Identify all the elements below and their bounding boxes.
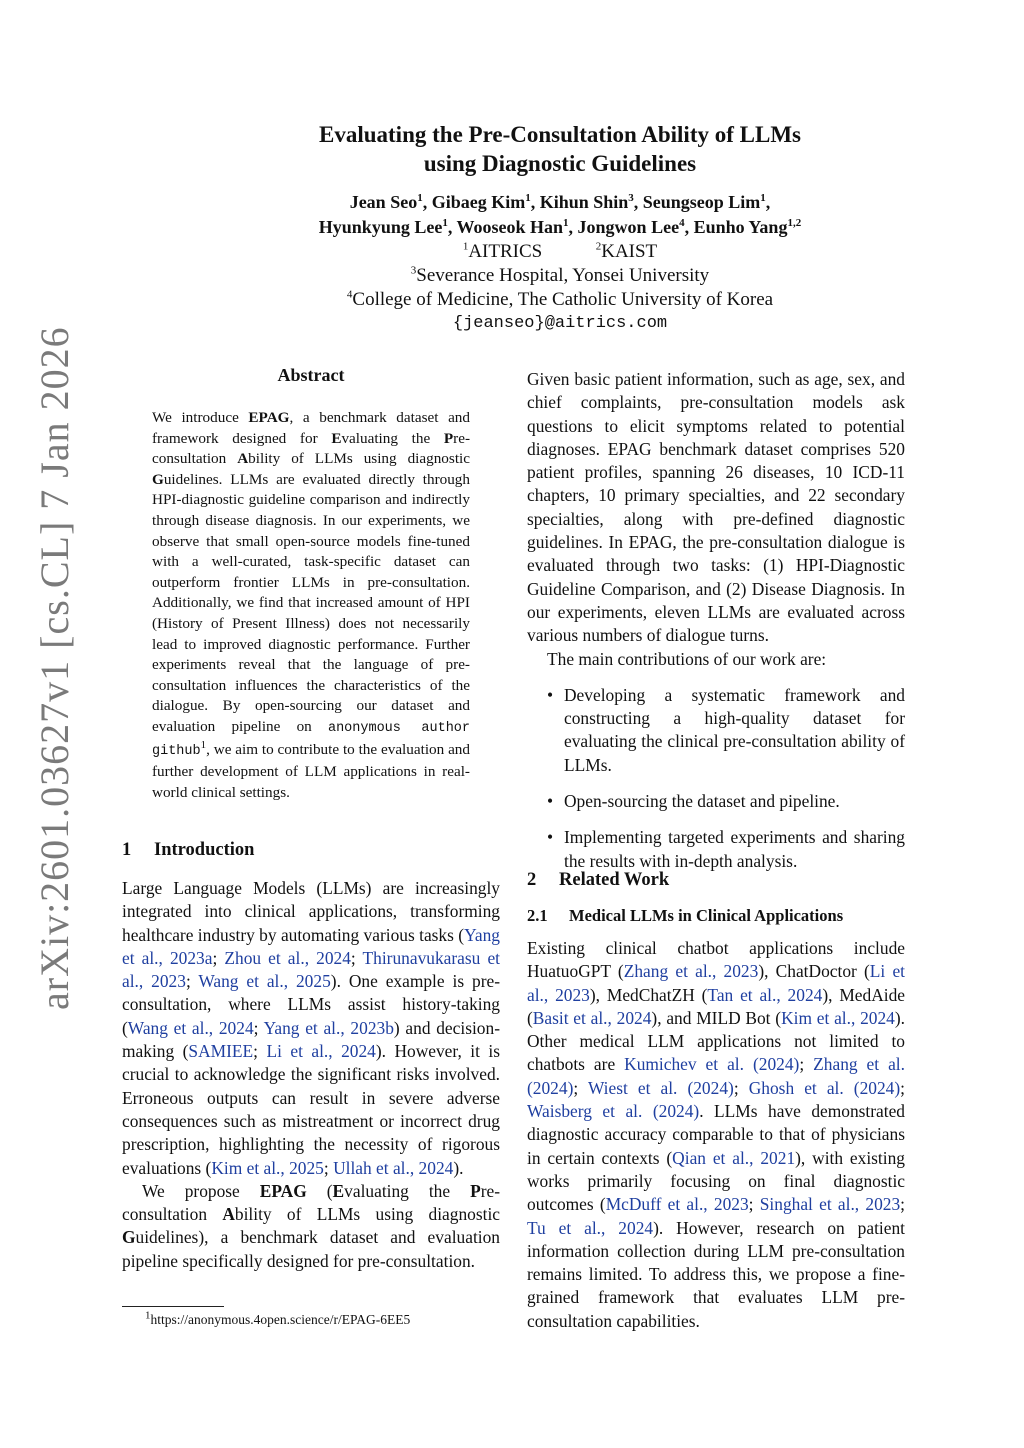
- citation[interactable]: McDuff et al., 2023: [605, 1194, 749, 1215]
- citation[interactable]: Yang et al., 2023a: [122, 924, 500, 968]
- paragraph: Given basic patient information, such as age, sex, and chief complaints, pre-consultation models ask questions to elicit symptoms related to potential diagnoses. EPAG benchmark dataset comprises 520 patient profiles, spanning 26 diseases, 10 ICD-11 chapters, 10 primary specialties, and 22 secondary specialties, along with pre-defined diagnostic guidelines. In EPAG, the pre-consultation dialogue is evaluated through two tasks: (1) HPI-Diagnostic Guideline Comparison, and (2) Disease Diagnosis. In our experiments, eleven LLMs are evaluated across various numbers of dialogue turns.: [527, 369, 905, 646]
- title-line-2: using Diagnostic Guidelines: [423, 151, 697, 176]
- paper-title: [180, 120, 940, 178]
- affiliation-aitrics: AITRICS: [468, 241, 543, 262]
- citation[interactable]: Ullah et al., 2024: [333, 1157, 454, 1178]
- affiliation-catholic: College of Medicine, The Catholic University of Korea: [352, 289, 774, 310]
- abstract-heading: Abstract: [277, 365, 345, 385]
- introduction-body: [122, 877, 500, 1273]
- contributions-list: [527, 684, 905, 873]
- author: Jongwon Lee: [577, 217, 680, 237]
- author: Wooseok Han: [456, 217, 564, 237]
- github-link[interactable]: anonymous author github: [152, 720, 470, 759]
- affiliation-kaist: KAIST: [601, 241, 658, 262]
- paragraph: Existing clinical chatbot applications include HuatuoGPT (Zhang et al., 2023), ChatDoctor (Li et al., 2023), MedChatZH (Tan et al., 2024), MedAide (Basit et al., 2024), and MILD Bot (Kim et al., 2024). Other medical LLM applications not limited to chatbots are Kumichev et al. (2024); Zhang et al. (2024); Wiest et al. (2024); Ghosh et al. (2024); Waisberg et al. (2024). LLMs have demonstrated diagnostic accuracy comparable to that of physicians in certain contexts (Qian et al., 2021), with existing works primarily focusing on final diagnostic outcomes (McDuff et al., 2023; Singhal et al., 2023; Tu et al., 2024). However, research on patient information collection during LLM pre-consultation remains limited. To address this, we propose a fine-grained framework that evaluates LLM pre-consultation capabilities.: [527, 938, 906, 1331]
- citation[interactable]: Kim et al., 2025: [211, 1157, 324, 1178]
- citation[interactable]: Wang et al., 2025: [198, 971, 331, 992]
- affiliation-severance: Severance Hospital, Yonsei University: [416, 265, 710, 286]
- subsection-heading: 2.1 Medical LLMs in Clinical Applications: [527, 906, 844, 925]
- footnote-marker[interactable]: 1: [200, 738, 207, 751]
- related-work-body: [527, 937, 905, 1333]
- citation[interactable]: Basit et al., 2024: [532, 1007, 652, 1028]
- footnote: $^1$https://anonymous.4open.science/r/EPAG-6EE5: [145, 1309, 411, 1327]
- author: Jean Seo: [349, 192, 418, 212]
- citation[interactable]: Li et al., 2024: [266, 1041, 376, 1062]
- paragraph: We propose EPAG (Evaluating the Pre-consultation Ability of LLMs using diagnostic Guidelines), a benchmark dataset and evaluation pipeline specifically designed for pre-consultation.: [122, 1180, 500, 1271]
- contact-email: {jeanseo}@aitrics.com: [452, 314, 668, 333]
- list-item: • Developing a systematic framework and constructing a high-quality dataset for evaluating the clinical pre-consultation ability of LLMs.: [527, 684, 905, 777]
- citation[interactable]: Kumichev et al. (2024): [624, 1054, 800, 1075]
- title-line-1: Evaluating the Pre-Consultation Ability of LLMs: [319, 122, 801, 147]
- author-list: Jean Seo$^1$, Gibaeg Kim$^1$, Kihun Shin$^3$, Seungseop Lim$^1$, Hyunkyung Lee$^1$, Wooseok Han$^1$, Jongwon Lee$^4$, Eunho Yang$^{1,2}$: [318, 192, 802, 237]
- list-item: • Implementing targeted experiments and sharing the results with in-depth analysis.: [527, 826, 905, 873]
- citation[interactable]: Qian et al., 2021: [672, 1147, 796, 1168]
- citation[interactable]: Yang et al., 2023b: [263, 1017, 394, 1038]
- citation[interactable]: Singhal et al., 2023: [759, 1194, 901, 1215]
- author: Gibaeg Kim: [431, 192, 526, 212]
- section-heading-related-work: 2 Related Work: [527, 870, 670, 890]
- arxiv-identifier: arXiv:2601.03627v1 [cs.CL] 7 Jan 2026: [32, 326, 77, 1010]
- paragraph: The main contributions of our work are:: [547, 648, 827, 669]
- author: Hyunkyung Lee: [318, 217, 443, 237]
- footnote-url[interactable]: https://anonymous.4open.science/r/EPAG-6EE5: [150, 1312, 411, 1327]
- affiliations: $^1$AITRICS $^2$KAIST $^3$Severance Hospital, Yonsei University $^4$College of Medicine, The Catholic University of Korea {jeanseo}@aitrics.com: [150, 240, 970, 336]
- abstract-body: We introduce EPAG, a benchmark dataset and framework designed for Evaluating the Pre-consultation Ability of LLMs using diagnostic Guidelines. LLMs are evaluated directly through HPI-diagnostic guideline comparison and indirectly through disease diagnosis. In our experiments, we observe that small open-source models fine-tuned with a well-curated, task-specific dataset can outperform frontier LLMs in pre-consultation. Additionally, we find that increased amount of HPI (History of Present Illness) does not necessarily lead to improved diagnostic performance. Further experiments reveal that the language of pre-consultation influences the characteristics of the dialogue. By open-sourcing our dataset and evaluation pipeline on anonymous author github$^1$, we aim to contribute to the evaluation and further development of LLM applications in real-world clinical settings.: [152, 409, 470, 801]
- citation[interactable]: Wang et al., 2024: [127, 1017, 254, 1038]
- citation[interactable]: Waisberg et al. (2024): [527, 1101, 700, 1122]
- citation[interactable]: Zhang et al. (2024): [527, 1054, 905, 1098]
- author: Eunho Yang: [693, 217, 788, 237]
- citation[interactable]: Zhang et al., 2023: [623, 961, 759, 982]
- citation[interactable]: Tan et al., 2024: [707, 984, 823, 1005]
- section-heading-introduction: 1 Introduction: [122, 840, 255, 860]
- footnote-rule: [122, 1306, 224, 1307]
- citation[interactable]: Kim et al., 2024: [781, 1007, 895, 1028]
- citation[interactable]: Tu et al., 2024: [527, 1217, 654, 1238]
- citation[interactable]: Thirunavukarasu et al., 2023: [122, 947, 500, 992]
- author: Seungseop Lim: [642, 192, 761, 212]
- list-item: • Open-sourcing the dataset and pipeline.: [527, 790, 905, 813]
- citation[interactable]: SAMIEE: [188, 1041, 254, 1062]
- citation[interactable]: Wiest et al. (2024): [587, 1077, 734, 1098]
- citation[interactable]: Ghosh et al. (2024): [748, 1077, 901, 1098]
- paragraph: Large Language Models (LLMs) are increasingly integrated into clinical applications, transforming healthcare industry by automating various tasks (Yang et al., 2023a; Zhou et al., 2024; Thirunavukarasu et al., 2023; Wang et al., 2025). One example is pre-consultation, where LLMs assist history-taking (Wang et al., 2024; Yang et al., 2023b) and decision-making (SAMIEE; Li et al., 2024). However, it is crucial to acknowledge the significant risks involved. Erroneous outputs can result in severe adverse consequences such as mistreatment or incorrect drug prescription, highlighting the necessity of rigorous evaluations (Kim et al., 2025; Ullah et al., 2024).: [122, 878, 501, 1178]
- citation[interactable]: Zhou et al., 2024: [224, 947, 351, 968]
- citation[interactable]: Li et al., 2023: [527, 961, 905, 1005]
- author: Kihun Shin: [539, 192, 629, 212]
- right-column-body: [527, 368, 905, 886]
